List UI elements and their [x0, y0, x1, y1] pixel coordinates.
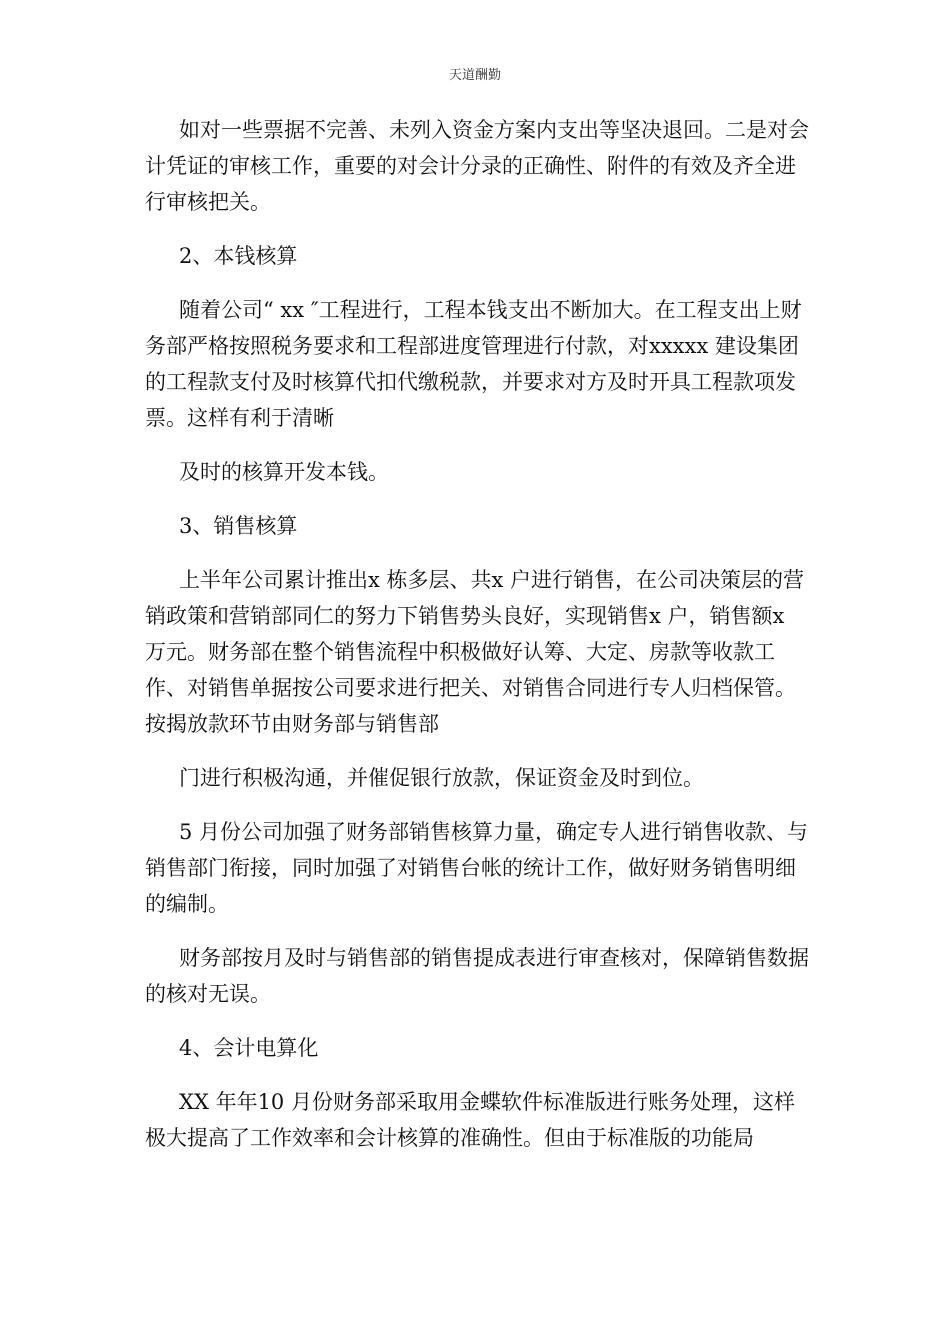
document-body — [145, 112, 809, 1156]
section-heading-cost-accounting: 2、本钱核算 — [179, 244, 298, 268]
section-heading-sales-accounting: 3、销售核算 — [179, 514, 298, 538]
section-heading-computerized-accounting: 4、会计电算化 — [179, 1036, 319, 1060]
paragraph-audit-continuation: 如对一些票据不完善、未列入资金方案内支出等坚决退回。二是对会计凭证的审核工作，重要的对会计分录的正确性、附件的有效及齐全进行审核把关。 — [145, 118, 809, 214]
page-header: 天道酬勤 — [448, 68, 501, 83]
paragraph-cost-accounting-end: 及时的核算开发本钱。 — [179, 460, 389, 484]
paragraph-may-sales: 5 月份公司加强了财务部销售核算力量，确定专人进行销售收款、与销售部门衔接，同时加强了对销售台帐的统计工作，做好财务销售明细的编制。 — [145, 820, 809, 916]
paragraph-monthly-check: 财务部按月及时与销售部的销售提成表进行审查核对，保障销售数据的核对无误。 — [145, 946, 809, 1006]
paragraph-cost-accounting: 随着公司“ xx ″工程进行，工程本钱支出不断加大。在工程支出上财务部严格按照税务要求和工程部进度管理进行付款，对xxxxx 建设集团的工程款支付及时核算代扣代缴税款，并要求对方及时开具工程款项发票。这样有利于清晰 — [145, 298, 802, 430]
paragraph-sales-accounting: 上半年公司累计推出x 栋多层、共x 户进行销售，在公司决策层的营销政策和营销部同仁的努力下销售势头良好，实现销售x 户，销售额x 万元。财务部在整个销售流程中积极做好认筹、大定、房款等收款工作、对销售单据按公司要求进行把关、对销售合同进行专人归档保管。按揭放款环节由财务部与销售部 — [145, 568, 805, 736]
paragraph-sales-accounting-end: 门进行积极沟通，并催促银行放款，保证资金及时到位。 — [179, 766, 704, 790]
paragraph-computerized-accounting: XX 年年10 月份财务部采取用金蝶软件标准版进行账务处理，这样极大提高了工作效率和会计核算的准确性。但由于标准版的功能局 — [145, 1090, 795, 1150]
